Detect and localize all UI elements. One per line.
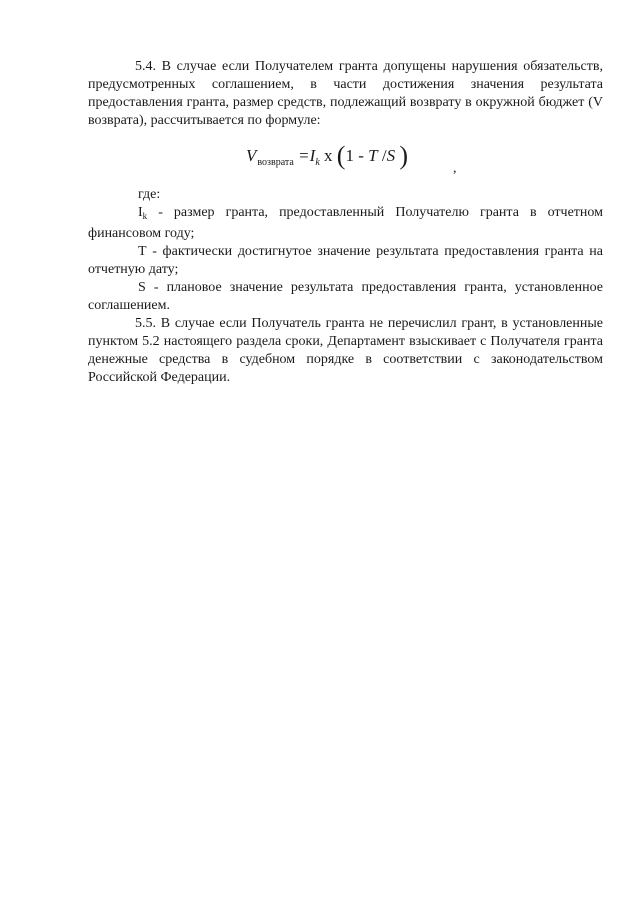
formula-i-subscript: k [315,157,320,168]
formula-v-subscript: возврата [257,157,294,168]
document-body [88,58,603,387]
definition-i [88,204,603,243]
refund-formula [246,141,409,170]
where-label: где: [138,187,161,202]
formula-v: V [246,146,257,165]
formula-right-paren: ) [399,141,409,170]
definition-i-subscript: k [142,211,148,221]
formula-comma: , [453,161,457,176]
formula-s: S [386,146,396,165]
definition-i-text: - размер гранта, предоставленный Получателю гранта в отчетном финансовом году; [88,205,603,241]
paragraph-5-5: 5.5. В случае если Получатель гранта не перечислил грант, в установленные пунктом 5.2 настоящего раздела сроки, Департамент взыскивает с Получателя гранта денежные средства в судебном порядке в соответствии с законодательством Российской Федерации. [88,316,603,385]
formula-minus: - [358,146,364,165]
formula-t: T [368,146,378,165]
formula-block [88,138,603,186]
definition-t: Т - фактически достигнутое значение результата предоставления гранта на отчетную дату; [88,244,603,277]
formula-i: I [309,146,316,165]
formula-times: x [324,146,333,165]
formula-slash: / [381,146,387,165]
formula-equals: = [299,146,309,165]
definition-i-symbol: I [138,205,143,220]
definition-s: S - плановое значение результата предоставления гранта, установленное соглашением. [88,280,603,313]
paragraph-5-4: 5.4. В случае если Получателем гранта допущены нарушения обязательств, предусмотренных соглашением, в части достижения значения результата предоставления гранта, размер средств, подлежащий возврату в окружной бюджет (V возврата), рассчитывается по формуле: [88,59,603,128]
formula-left-paren: ( [336,141,346,170]
formula-one: 1 [345,146,354,165]
